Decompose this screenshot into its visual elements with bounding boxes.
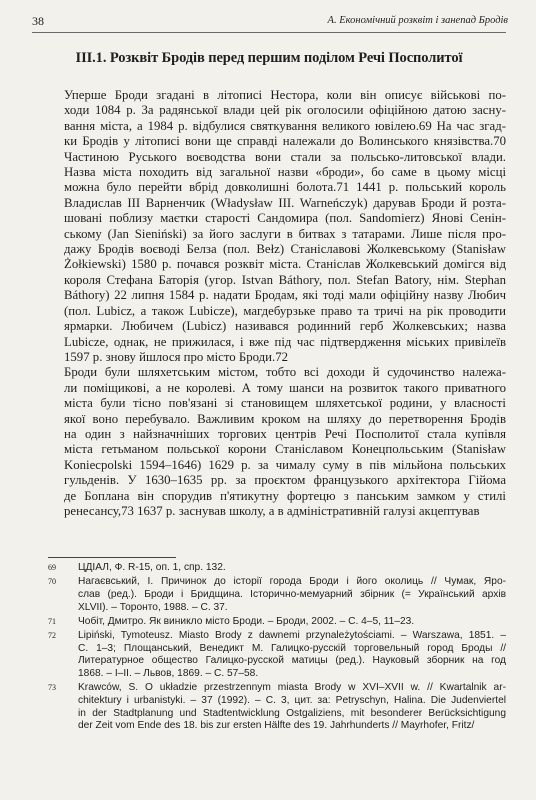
footnote-text-line: Литературное общество Галицко-русской матицы (ред.). Науковый зборник на год [78, 655, 506, 667]
text-line: Уперше Броди згадані в літописі Нестора, коли він описує військові по- [64, 88, 506, 102]
text-line: ренесансу,73 1637 р. заснував школу, а в адміністративній галузі акцептував [64, 503, 480, 518]
text-line: де Боплана він спорудив п'ятикутну фортецю з панським замком у стилі [64, 488, 506, 503]
footnote-text-line: ЦДІАЛ, Ф. R-15, оп. 1, спр. 132. [78, 562, 226, 573]
text-line: Żołkiewski) 1580 р. почався розквіт міста. Станіслав Жолкевський домігся від [64, 257, 506, 272]
text-line: міста були тісно пов'язані зі становищем шляхетської родини, у власності [64, 396, 506, 411]
text-line: Báthory) 22 липня 1584 р. надати Бродам, які тоді мали офіційну назву Любич [64, 288, 506, 303]
footnote-rule [48, 557, 176, 558]
running-head [32, 14, 508, 30]
text-line: Владислав ІІІ Варненчик (Władysław III. Warneńczyk) дарував Броди й розта- [64, 195, 506, 210]
footnote-text-line: С. 1–3; Площанський, Венедикт М. Галицко-русскій торговельный город Броды // [78, 642, 506, 654]
footnote-number: 71 [48, 616, 56, 626]
text-line: ському (Jan Sieniński) за його заслуги в битвах з татарами. Лише після про- [64, 226, 506, 241]
footnote-text-line: XLVII). – Торонто, 1988. – С. 37. [78, 601, 228, 613]
paragraph-1 [48, 88, 506, 365]
text-line: якої воно перебувало. Важливим кроком на шляху до перетворення Бродів [64, 411, 506, 426]
footnote-text-line: слав (ред.). Броди і Бридщина. Історично-мемуарний збірник (= Український архів [78, 588, 506, 600]
footnote [48, 616, 506, 629]
body-text [48, 88, 506, 519]
text-line: гульденів. У 1630–1635 рр. за проєктом французького архітектора Гійома [64, 473, 506, 488]
paragraph-2 [48, 365, 506, 519]
text-line: можна було перейти вбрід довколишні болота.71 1441 р. польський король [64, 180, 506, 195]
footnote-text-line: Krawców, S. O układzie przestrzennym miasta Brody w XVI–XVII w. // Kwartalnik ar- [78, 682, 506, 694]
text-line: ли поміщикові, а не королеві. А тому шанси на розвиток такого приватного [64, 380, 506, 395]
section-title: ІІІ.1. Розквіт Бродів перед першим поділом Речі Посполитої [75, 50, 463, 66]
text-line: Частиною Руського воєводства вони стали за польсько-литовської влади. [64, 149, 506, 164]
footnote [48, 630, 506, 681]
footnote-text-line: Lipiński, Tymoteusz. Miasto Brody z dawnemi przynależytościami. – Warszawa, 1851. – [78, 630, 506, 642]
text-line: на один з найзначніших торгових центрів Речі Посполитої стала купівля [64, 426, 506, 441]
text-line: ки Бродів у літописі вони ще справді належали до Волинського князівства.70 [64, 134, 506, 149]
text-line: Броди були шляхетським містом, тобто всі доходи й судочинство належа- [64, 365, 506, 380]
footnote-text-line: Нагаєвський, І. Причинок до історії города Броди і його околиць // Чумак, Яро- [78, 576, 506, 588]
text-line: дажу Бродів воєводі Белза (пол. Bełz) Станіславові Жолкевському (Stanisław [64, 242, 506, 257]
page-number: 38 [32, 14, 44, 28]
text-line: ярмарки. Любичем (Lubicz) називався родинний герб Жолкевських; назва [64, 319, 506, 334]
footnote [48, 562, 506, 575]
footnote [48, 682, 506, 733]
text-line: Назва міста походить від загальної назви «броди», бо саме в цьому місці [64, 165, 506, 180]
footnote-number: 73 [48, 683, 56, 693]
footnote-text-line: Чобіт, Дмитро. Як виникло місто Броди. – Броди, 2002. – С. 4–5, 11–23. [78, 615, 415, 627]
text-line: короля Стефана Баторія (угор. Istvan Báthory, пол. Stefan Batory, нім. Stephan [64, 272, 506, 287]
footnote [48, 576, 506, 614]
text-line: міста гетьманом польської корони Станіславом Конецпольським (Stanisław [64, 442, 506, 457]
footnote-text-line: chitektury i urbanistyki. – 37 (1992). – С. 3, цит. за: Petryschyn, Halina. Die Judenviertel [78, 695, 506, 707]
footnotes [48, 562, 506, 735]
text-line: вання міста, а 1984 р. відбулися святкування великого ювілею.69 На час згад- [64, 118, 506, 133]
footnote-text-line: 1868. – I–II. – Львов, 1869. – С. 57–58. [78, 668, 259, 680]
text-line: (пол. Lubicz, а також Lubicze), магдебурзьке право та тричі на рік проводити [64, 303, 506, 318]
text-line: 1597 р. знову йшлося про місто Броди.72 [64, 349, 288, 364]
header-rule [32, 32, 506, 33]
text-line: шовані поблизу маєтки старості Сандомира (пол. Sandomierz) Янові Сенін- [64, 211, 506, 226]
text-line: ходи 1084 р. За радянської влади цей рік оголосили офіційною датою засну- [64, 103, 506, 118]
footnote-text-line: in der Stadtplanung und Stadtentwicklung Ostgaliziens, mit besonderer Berücksichtigung [78, 707, 506, 719]
text-line: Koniecpolski 1594–1646) 1629 р. за чималу суму в пів мільйона польських [64, 457, 506, 472]
footnote-number: 72 [48, 631, 56, 641]
footnote-number: 70 [48, 577, 56, 587]
footnote-text-line: der Zeit vom Ende des 18. bis zur ersten Hälfte des 19. Jahrhunderts // Mayrhofer, Fritz/ [78, 720, 475, 732]
running-title: А. Економічний розквіт і занепад Бродів [327, 15, 508, 26]
footnote-number: 69 [48, 563, 56, 572]
text-line: Lubicze, однак, не прижилася, і вже під час підтвердження міських привілеїв [64, 334, 506, 349]
